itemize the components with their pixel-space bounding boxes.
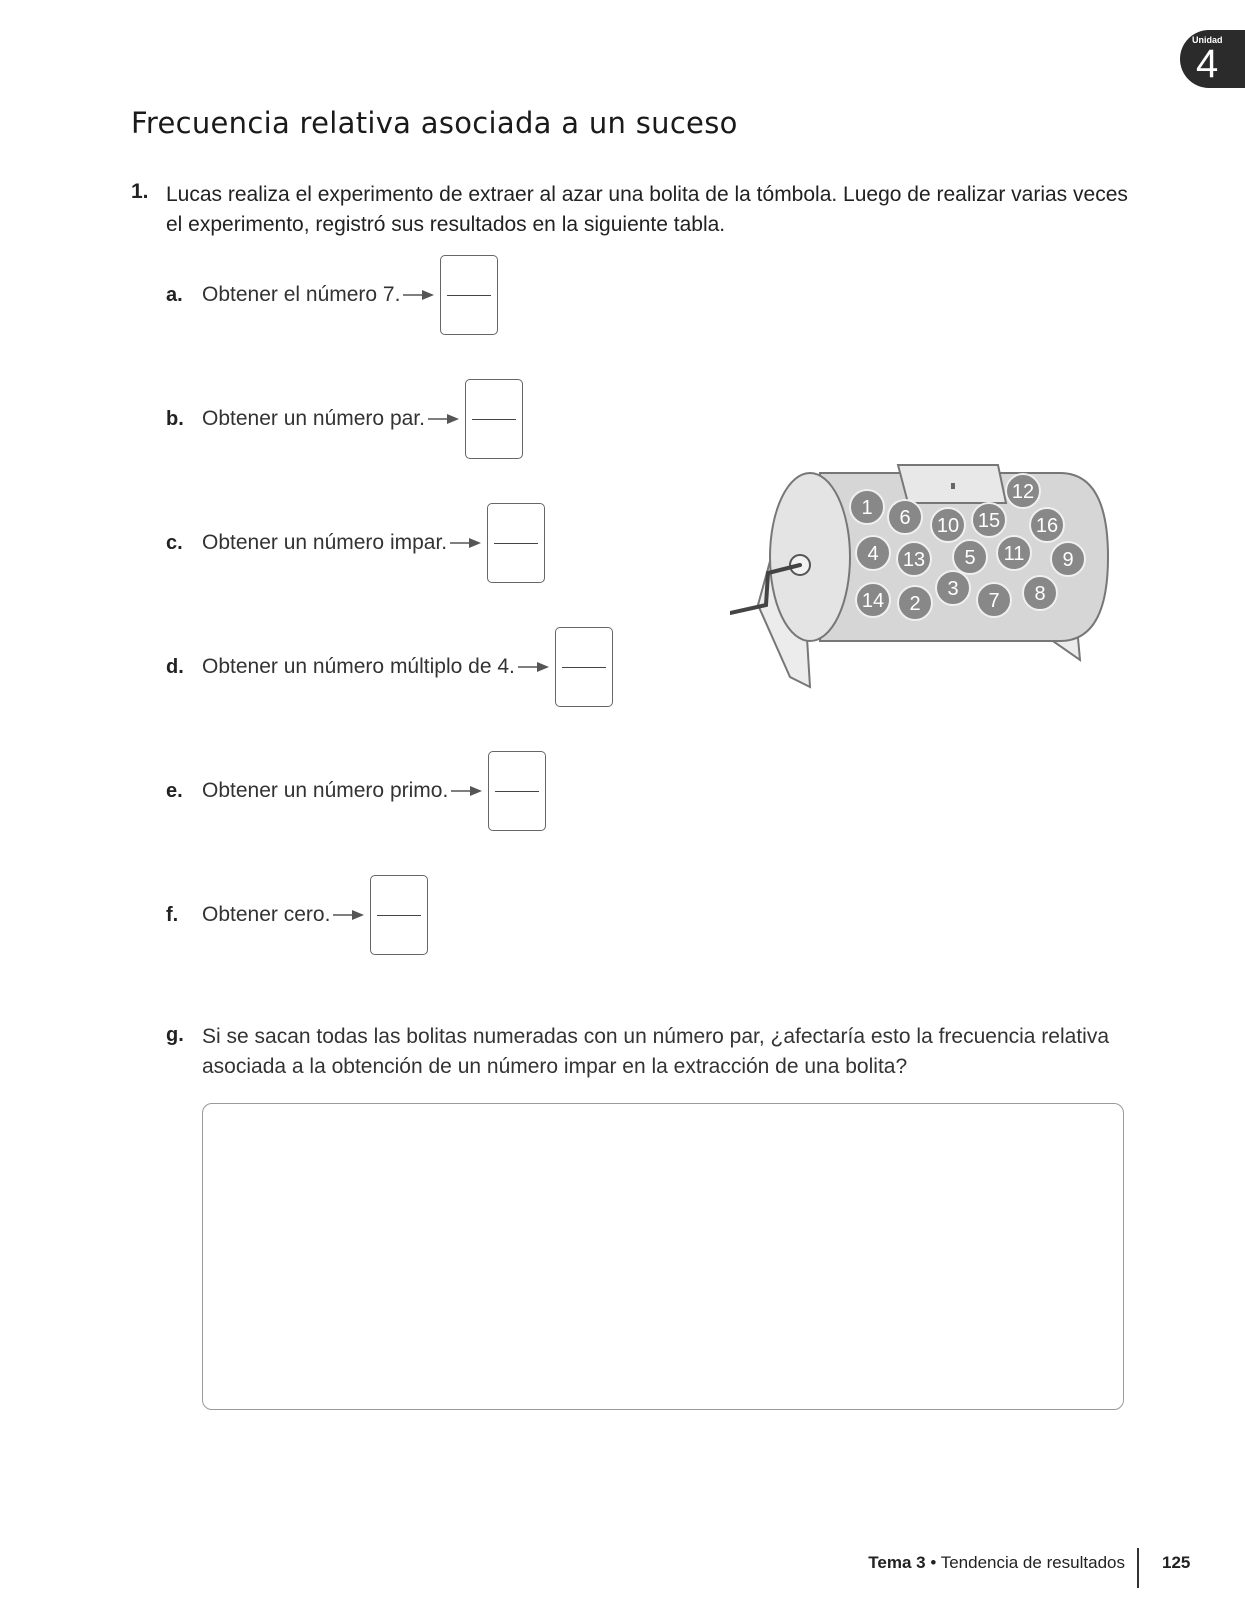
tombola-ball-label: 6: [899, 507, 911, 529]
fraction-answer-box[interactable]: [465, 379, 523, 459]
footer-topic-name: Tendencia de resultados: [940, 1553, 1125, 1572]
tombola-ball-label: 3: [947, 578, 959, 600]
tombola-ball-label: 15: [977, 510, 1001, 532]
answer-box[interactable]: [202, 1103, 1124, 1410]
item-letter: e.: [166, 779, 183, 802]
unit-number: 4: [1196, 42, 1219, 86]
arrow-right-icon: [402, 289, 436, 301]
fraction-answer-box[interactable]: [487, 503, 545, 583]
tombola-ball-label: 13: [902, 549, 926, 571]
tombola-ball-label: 8: [1034, 583, 1046, 605]
tombola-ball: [1051, 542, 1085, 576]
tombola-ball: [850, 490, 884, 524]
tombola-ball-label: 5: [964, 547, 976, 569]
fraction-answer-box[interactable]: [440, 255, 498, 335]
tombola-ball: [856, 536, 890, 570]
tombola-ball-label: 2: [909, 593, 921, 615]
tombola-ball: [977, 583, 1011, 617]
tombola-ball: [972, 503, 1006, 537]
item-a: [166, 254, 498, 336]
tombola-ball-label: 7: [988, 590, 1000, 612]
arrow-right-icon: [450, 785, 484, 797]
fraction-answer-box[interactable]: [555, 627, 613, 707]
item-f: [166, 874, 428, 956]
tombola-ball-label: 9: [1062, 549, 1074, 571]
arrow-right-icon: [427, 413, 461, 425]
item-letter: f.: [166, 903, 179, 926]
arrow-right-icon: [517, 661, 551, 673]
tombola-ball: [1006, 474, 1040, 508]
item-g-letter: g.: [166, 1024, 184, 1046]
footer-topic: [868, 1553, 1125, 1573]
unit-label: Unidad: [1192, 35, 1223, 45]
item-letter: d.: [166, 655, 184, 678]
tombola-ball-label: 1: [861, 497, 873, 519]
item-letter: b.: [166, 407, 184, 430]
item-c: [166, 502, 545, 584]
item-text: Obtener un número par.: [202, 407, 425, 430]
item-text: Obtener el número 7.: [202, 283, 401, 306]
tombola-ball: [953, 540, 987, 574]
item-text: Obtener cero.: [202, 903, 331, 926]
item-letter: a.: [166, 283, 183, 306]
fraction-answer-box[interactable]: [370, 875, 428, 955]
tombola-ball: [1030, 508, 1064, 542]
question-number: 1.: [131, 180, 149, 203]
fraction-answer-box[interactable]: [488, 751, 546, 831]
tombola-ball: [936, 571, 970, 605]
item-e: [166, 750, 546, 832]
tombola-ball: [897, 542, 931, 576]
arrow-right-icon: [332, 909, 366, 921]
tombola-ball: [898, 586, 932, 620]
item-letter: c.: [166, 531, 183, 554]
footer-separator: •: [930, 1553, 937, 1572]
tombola-ball-label: 4: [867, 543, 879, 565]
item-text: Obtener un número impar.: [202, 531, 448, 554]
item-b: [166, 378, 523, 460]
tombola-ball-label: 11: [1003, 543, 1025, 565]
tombola-ball-label: 14: [861, 590, 885, 612]
tombola-ball: [931, 508, 965, 542]
item-text: Obtener un número múltiplo de 4.: [202, 655, 515, 678]
arrow-right-icon: [449, 537, 483, 549]
tombola-ball-label: 10: [936, 515, 960, 537]
item-g-text: Si se sacan todas las bolitas numeradas con un número par, ¿afectaría esto la frecuencia relativa asociada a la obtención de un número impar en la extracción de una bolita?: [202, 1025, 1109, 1078]
footer-topic-number: Tema 3: [868, 1553, 926, 1572]
page-number: 125: [1162, 1553, 1191, 1572]
page-title: Frecuencia relativa asociada a un suceso: [131, 106, 738, 140]
item-text: Obtener un número primo.: [202, 779, 449, 802]
item-d: [166, 626, 613, 708]
tombola-ball: [856, 583, 890, 617]
tombola-illustration: [730, 455, 1150, 715]
tombola-ball: [997, 536, 1031, 570]
tombola-ball: [888, 500, 922, 534]
footer-divider: [1137, 1548, 1139, 1588]
tombola-ball: [1023, 576, 1057, 610]
tombola-ball-label: 16: [1035, 515, 1059, 537]
question-text: Lucas realiza el experimento de extraer al azar una bolita de la tómbola. Luego de realizar varias veces el experimento, registró sus resultados en la siguiente tabla.: [166, 183, 1128, 236]
tombola-ball-label: 12: [1011, 481, 1035, 503]
